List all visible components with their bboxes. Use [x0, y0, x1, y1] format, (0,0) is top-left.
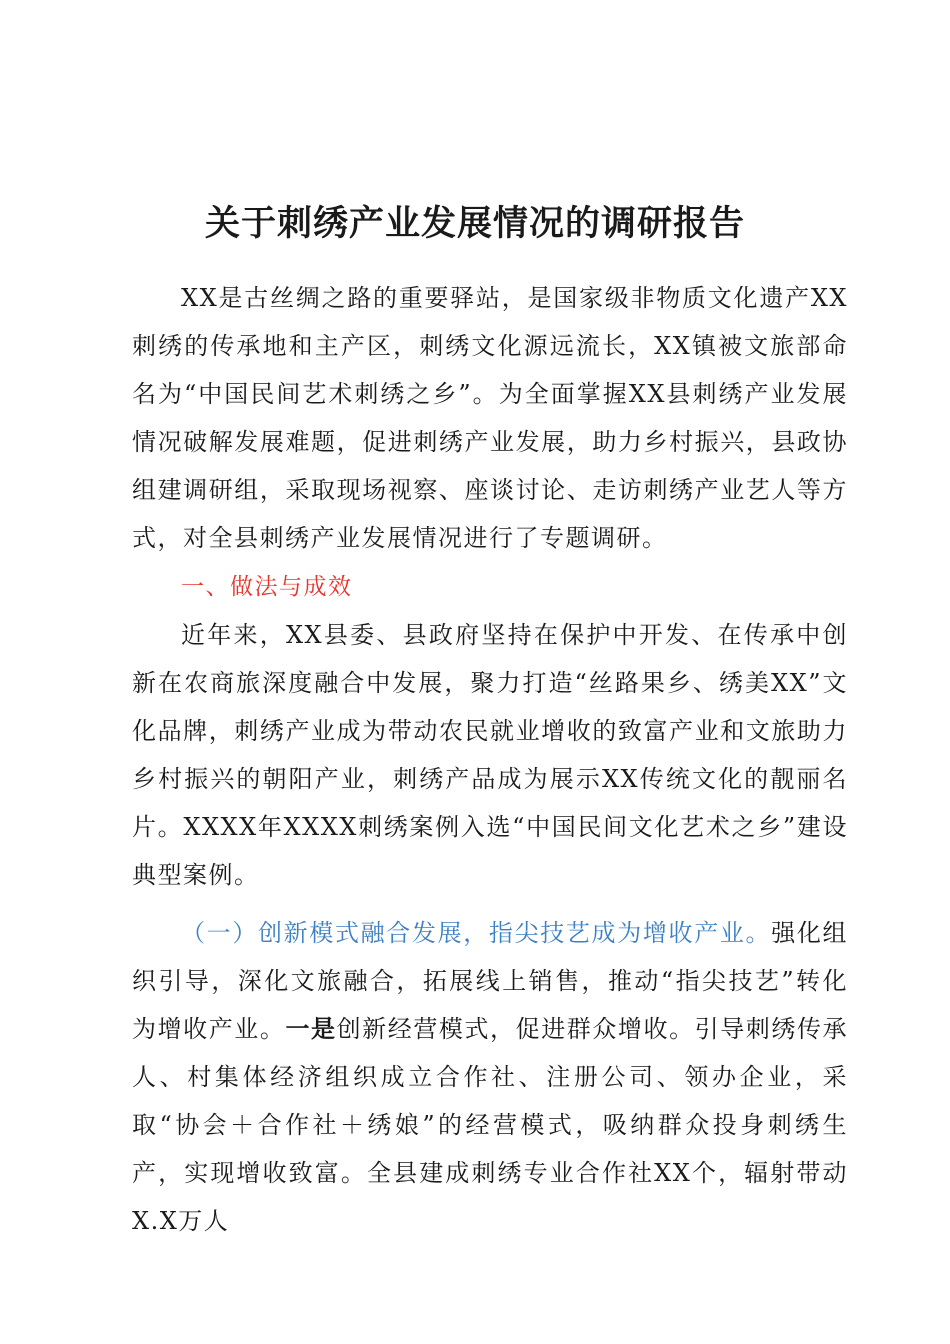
subsection-1-heading: （一）创新模式融合发展，指尖技艺成为增收产业。	[181, 919, 772, 947]
section-heading	[132, 562, 848, 611]
subsection-1-paragraph	[132, 909, 848, 1245]
intro-paragraph: XX是古丝绸之路的重要驿站，是国家级非物质文化遗产XX刺绣的传承地和主产区，刺绣文化源远流长，XX镇被文旅部命名为“中国民间艺术刺绣之乡”。为全面掌握XX县刺绣产业发展情况破解发展难题，促进刺绣产业发展，助力乡村振兴，县政协组建调研组，采取现场视察、座谈讨论、走访刺绣产业艺人等方式，对全县刺绣产业发展情况进行了专题调研。	[132, 284, 848, 552]
subsection-1-bold: 一是	[285, 1014, 337, 1043]
document-title: 关于刺绣产业发展情况的调研报告	[204, 203, 745, 244]
document-body	[132, 274, 848, 1245]
section-1-paragraph: 近年来，XX县委、县政府坚持在保护中开发、在传承中创新在农商旅深度融合中发展，聚力打造“丝路果乡、绣美XX”文化品牌，刺绣产业成为带动农民就业增收的致富产业和文旅助力乡村振兴的朝阳产业，刺绣产品成为展示XX传统文化的靓丽名片。XXXX年XXXX刺绣案例入选“中国民间文化艺术之乡”建设典型案例。	[132, 621, 848, 889]
subsection-1-text-a: 强化组织引导，深化文旅融合，拓展线上销售，推动“指尖技艺”转化为增收产业。	[132, 919, 849, 1043]
section-1-heading: 一、做法与成效	[181, 574, 353, 600]
subsection-1-text-b: 创新经营模式，促进群众增收。引导刺绣传承人、村集体经济组织成立合作社、注册公司、领办企业，采取“协会＋合作社＋绣娘”的经营模式，吸纳群众投身刺绣生产，实现增收致富。全县建成刺绣专业合作社XX个，辐射带动X.X万人	[132, 1015, 849, 1235]
